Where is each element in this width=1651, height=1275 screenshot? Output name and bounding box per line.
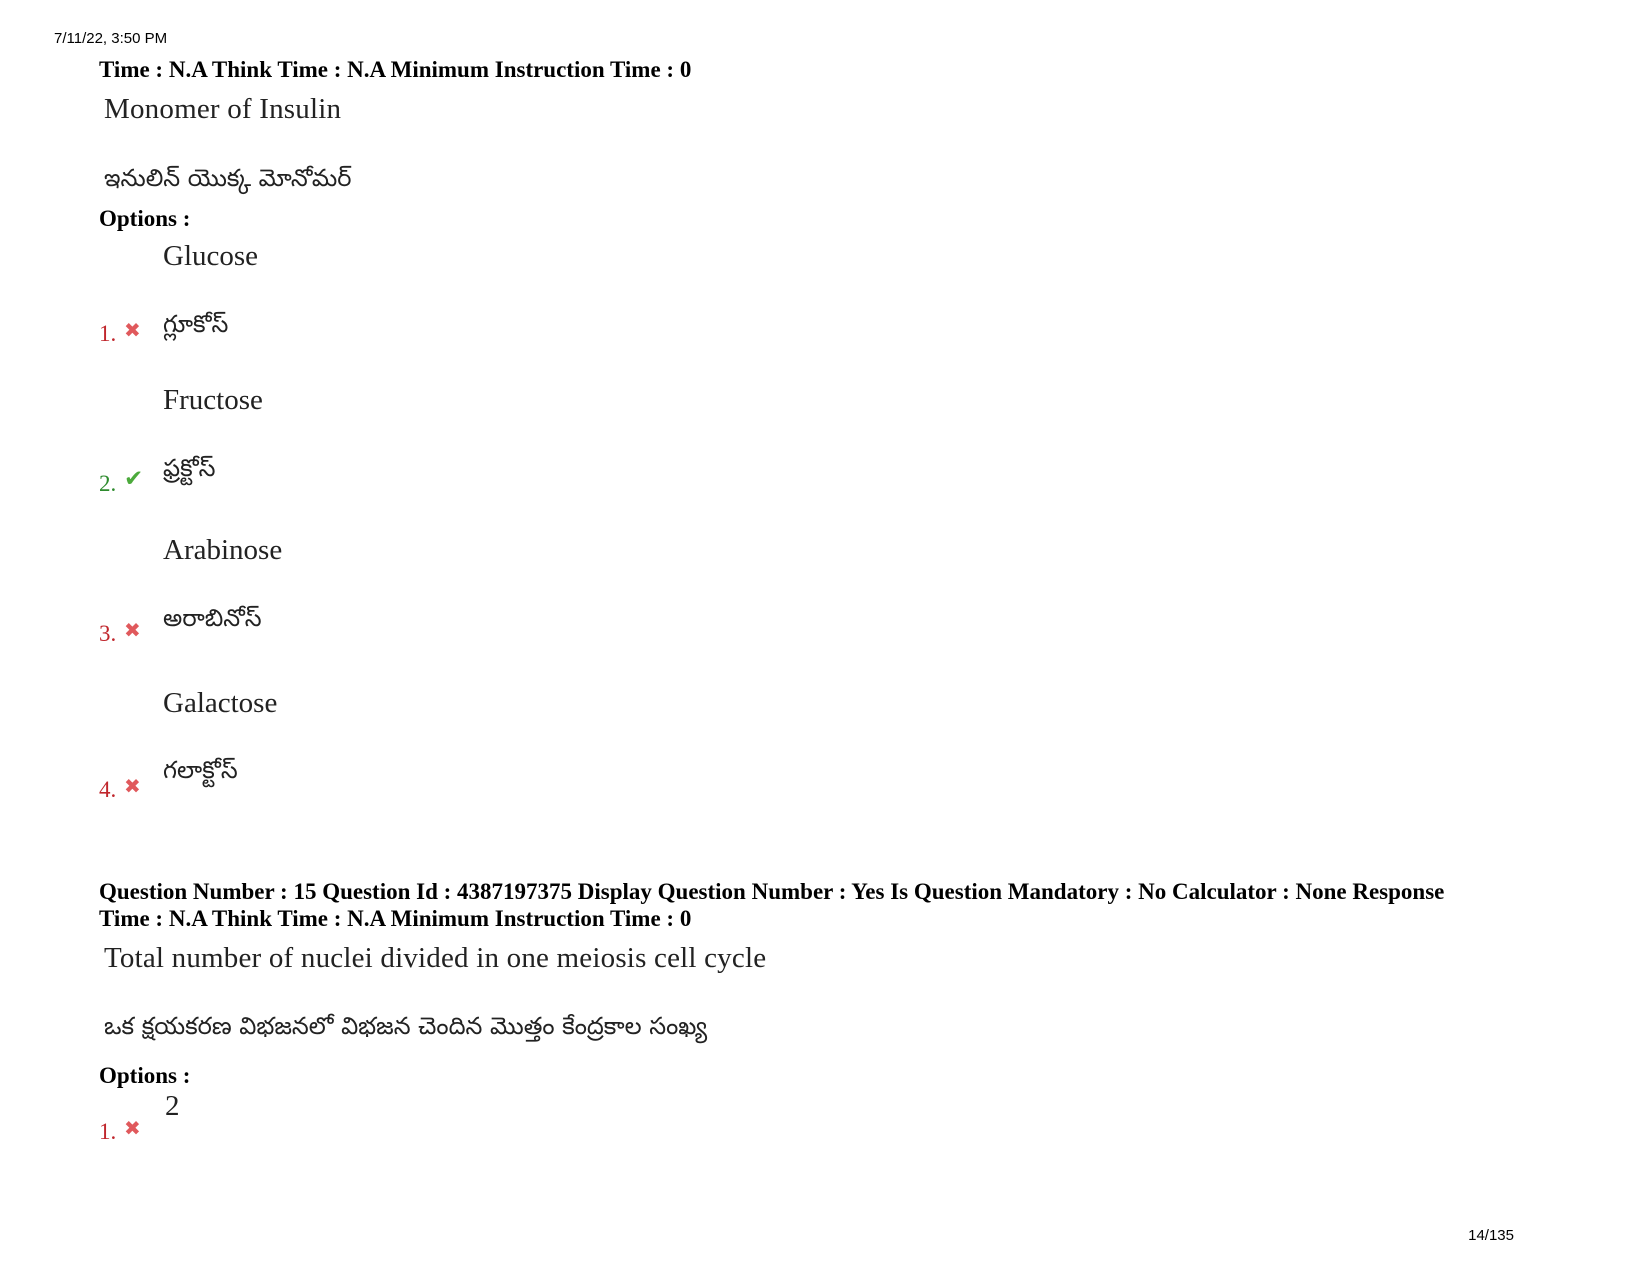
- question-15-meta-line2: Time : N.A Think Time : N.A Minimum Instruction Time : 0: [99, 906, 692, 931]
- question-15-text-te: ఒక క్షయకరణ విభజనలో విభజన చెందిన మొత్తం కేంద్రకాల సంఖ్య: [104, 1012, 708, 1040]
- page-number: 14/135: [1468, 1227, 1514, 1244]
- question-14-text-te: ఇనులిన్ యొక్క మోనోమర్: [104, 164, 352, 192]
- option-1-text-te: గ్లూకోస్: [163, 310, 229, 338]
- wrong-cross-icon: ✖: [124, 618, 141, 642]
- option-4-text-te: గలాక్టోస్: [163, 756, 238, 784]
- option-2-number: 2.: [99, 471, 117, 496]
- option-1-number: 1.: [99, 321, 117, 346]
- question-15-meta-line1: Question Number : 15 Question Id : 4387197375 Display Question Number : Yes Is Question Mandatory : No Calculator : None Response: [99, 879, 1445, 904]
- wrong-cross-icon: ✖: [124, 774, 141, 798]
- option-1-number: 1.: [99, 1119, 117, 1144]
- option-4-number: 4.: [99, 777, 117, 802]
- option-3-text-en: Arabinose: [163, 534, 283, 566]
- option-1-text-en: 2: [165, 1090, 180, 1122]
- question-14-meta: Time : N.A Think Time : N.A Minimum Instruction Time : 0: [99, 57, 692, 82]
- option-4-text-en: Galactose: [163, 687, 278, 719]
- timestamp: 7/11/22, 3:50 PM: [54, 30, 168, 47]
- option-2-text-te: ఫ్రక్టోస్: [163, 454, 216, 482]
- correct-check-icon: ✔: [124, 466, 144, 492]
- option-3-text-te: అరాబినోస్: [163, 604, 262, 632]
- question-15-text-en: Total number of nuclei divided in one meiosis cell cycle: [104, 942, 767, 974]
- wrong-cross-icon: ✖: [124, 1116, 141, 1140]
- option-2-text-en: Fructose: [163, 384, 263, 416]
- question-14-text-en: Monomer of Insulin: [104, 93, 342, 125]
- option-1-text-en: Glucose: [163, 240, 259, 272]
- options-label: Options :: [99, 1063, 191, 1088]
- options-label: Options :: [99, 206, 191, 231]
- option-3-number: 3.: [99, 621, 117, 646]
- wrong-cross-icon: ✖: [124, 318, 141, 342]
